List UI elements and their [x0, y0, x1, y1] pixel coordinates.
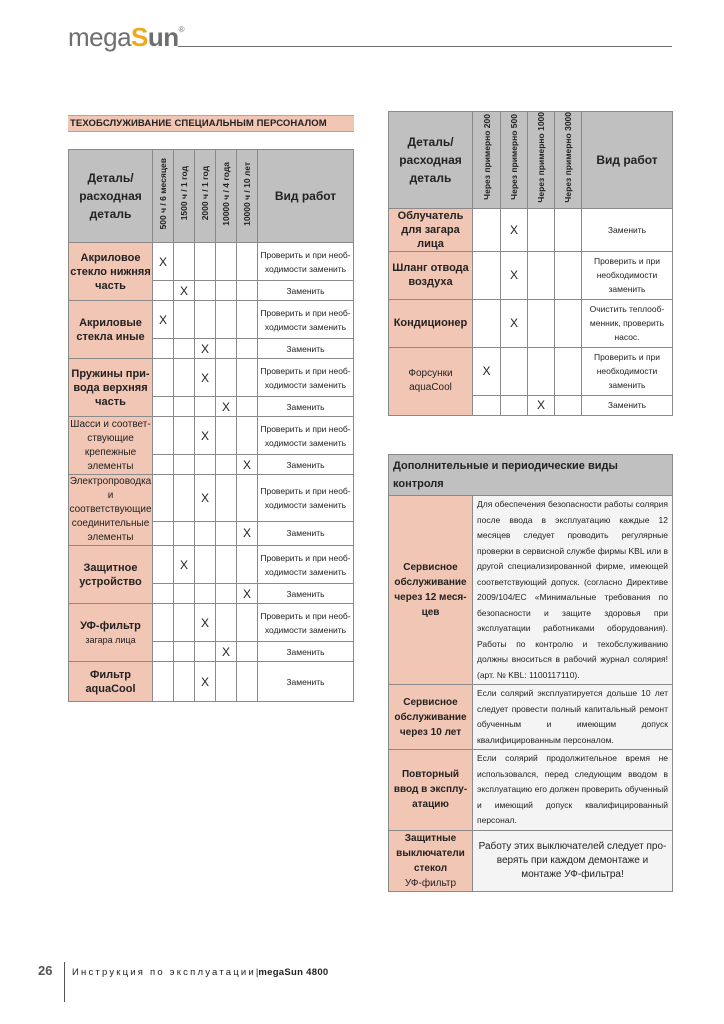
- interval-cell: [473, 395, 501, 415]
- part-name: [69, 662, 153, 702]
- table-row: [389, 251, 673, 299]
- interval-cell: [153, 475, 174, 522]
- interval-cell: [555, 208, 582, 251]
- part-name-text: Пружины привода верхняя часть: [71, 367, 150, 408]
- interval-cell: [153, 662, 174, 702]
- control-table-title: Дополнительные и периодические виды контроля: [389, 455, 673, 496]
- interval-cell: [153, 584, 174, 604]
- interval-cell: [174, 359, 195, 397]
- megasun-logo: megaSun®: [68, 22, 185, 52]
- interval-cell: [195, 397, 216, 417]
- part-name: [69, 604, 153, 662]
- interval-cell: [174, 662, 195, 702]
- interval-cell: [237, 359, 258, 397]
- table-row: [389, 685, 673, 750]
- control-description: Работу этих выключателей следует проверять при каждом демонтаже и монтаже УФ-фильтра!: [473, 830, 673, 891]
- interval-mark: X: [237, 521, 258, 545]
- interval-cell: [216, 662, 237, 702]
- part-subname: загара лица: [85, 634, 136, 645]
- interval-mark: X: [174, 546, 195, 584]
- interval-cell: [555, 395, 582, 415]
- interval-mark: X: [501, 251, 528, 299]
- interval-cell: [174, 604, 195, 642]
- interval-mark: X: [501, 299, 528, 347]
- interval-cell: [237, 475, 258, 522]
- interval-cell: [153, 397, 174, 417]
- interval-cell: [528, 347, 555, 395]
- interval-cell: [174, 417, 195, 455]
- interval-cell: [174, 455, 195, 475]
- interval-cell: [216, 339, 237, 359]
- interval-cell: [153, 604, 174, 642]
- work-description: Проверить и при необходимости заменить: [258, 546, 354, 584]
- interval-mark: X: [237, 584, 258, 604]
- interval-header: 10000 ч / 10 лет: [242, 161, 252, 226]
- interval-cell: [195, 546, 216, 584]
- interval-mark: X: [195, 417, 216, 455]
- interval-cell: [174, 243, 195, 281]
- interval-mark: X: [174, 281, 195, 301]
- interval-cell: [216, 243, 237, 281]
- interval-header: Через примерно 500: [509, 114, 519, 201]
- interval-cell: [174, 521, 195, 545]
- work-description: Проверить и при необходимости заменить: [258, 301, 354, 339]
- interval-cell: [195, 521, 216, 545]
- interval-cell: [174, 475, 195, 522]
- part-name: [69, 546, 153, 604]
- interval-cell: [153, 417, 174, 455]
- part-name-text: Электропроводка и соответствующие соединительные элементы: [69, 476, 152, 543]
- column-header-part: Деталь/ расходная деталь: [69, 150, 153, 243]
- part-name-text: Акриловое стекло нижняя часть: [70, 251, 151, 292]
- control-label: [389, 750, 473, 831]
- part-name: [69, 359, 153, 417]
- work-description: Заменить: [258, 642, 354, 662]
- interval-cell: [237, 397, 258, 417]
- part-name-text: Шланг отвода воздуха: [392, 262, 469, 289]
- header-rule: [178, 46, 672, 47]
- part-name: [389, 251, 473, 299]
- work-description: Заменить: [258, 397, 354, 417]
- table-row: [389, 496, 673, 685]
- work-description: Проверить и при необходимости заменить: [582, 347, 673, 395]
- work-description: Проверить и при необходимости заменить: [258, 359, 354, 397]
- interval-header: 1500 ч / 1 год: [179, 166, 189, 221]
- interval-mark: X: [216, 642, 237, 662]
- maintenance-table-hours: [388, 111, 673, 416]
- table-row: [69, 475, 354, 522]
- interval-cell: [195, 301, 216, 339]
- interval-mark: X: [195, 475, 216, 522]
- work-description: Проверить и при необходимости заменить: [258, 417, 354, 455]
- work-description: Заменить: [582, 395, 673, 415]
- part-name-text: Облучатель для загара лица: [397, 209, 464, 250]
- part-name-text: Акриловые стекла иные: [76, 316, 145, 343]
- part-name-text: УФ-фильтр: [80, 619, 141, 632]
- interval-cell: [528, 299, 555, 347]
- interval-cell: [237, 339, 258, 359]
- interval-cell: [174, 301, 195, 339]
- footer-caption: Инструкция по эксплуатации|megaSun 4800: [72, 967, 329, 978]
- interval-cell: [528, 208, 555, 251]
- interval-cell: [216, 604, 237, 642]
- interval-cell: [473, 299, 501, 347]
- table-row: [389, 750, 673, 831]
- work-description: Очистить теплообменник, проверить насос.: [582, 299, 673, 347]
- interval-cell: [174, 339, 195, 359]
- work-description: Заменить: [582, 208, 673, 251]
- interval-mark: X: [237, 455, 258, 475]
- interval-mark: X: [216, 397, 237, 417]
- control-label-sub: УФ-фильтр: [404, 877, 457, 889]
- table-row: [389, 299, 673, 347]
- part-name-text: Защитное устройство: [79, 561, 142, 588]
- column-header-work: Вид работ: [258, 150, 354, 243]
- table-row: [389, 830, 673, 891]
- interval-cell: [153, 359, 174, 397]
- interval-cell: [216, 546, 237, 584]
- part-name-text: Шасси и соответствующие крепежные элементы: [70, 418, 151, 472]
- work-description: Проверить и при необходимости заменить: [258, 243, 354, 281]
- work-description: Заменить: [258, 662, 354, 702]
- control-description: Если солярий эксплуатируется дольше 10 лет следует провести полный капитальный ремонт обученным и имеющим допуск квалифицированным персоналом.: [473, 685, 673, 750]
- interval-cell: [501, 347, 528, 395]
- interval-header: 500 ч / 6 месяцев: [158, 157, 168, 230]
- interval-cell: [153, 339, 174, 359]
- table-row: [69, 359, 354, 397]
- interval-cell: [237, 301, 258, 339]
- interval-cell: [216, 584, 237, 604]
- work-description: Заменить: [258, 584, 354, 604]
- section-title: ТЕХОБСЛУЖИВАНИЕ СПЕЦИАЛЬНЫМ ПЕРСОНАЛОМ: [68, 115, 354, 132]
- control-table: [388, 454, 673, 892]
- control-label: [389, 830, 473, 891]
- interval-mark: X: [528, 395, 555, 415]
- work-description: Проверить и при необходимости заменить: [258, 475, 354, 522]
- interval-header: 10000 ч / 4 года: [221, 161, 231, 226]
- interval-cell: [237, 604, 258, 642]
- part-name: [69, 475, 153, 546]
- interval-cell: [216, 359, 237, 397]
- interval-cell: [528, 251, 555, 299]
- interval-cell: [216, 301, 237, 339]
- interval-mark: X: [473, 347, 501, 395]
- interval-cell: [473, 251, 501, 299]
- footer-divider: [64, 962, 65, 1002]
- interval-cell: [153, 546, 174, 584]
- table-row: [69, 604, 354, 642]
- interval-header: Через примерно 200: [481, 114, 492, 201]
- part-name: [389, 299, 473, 347]
- part-name: [69, 301, 153, 359]
- maintenance-table-staff: [68, 149, 354, 702]
- interval-cell: [195, 281, 216, 301]
- control-label-text: Сервисное обслуживание через 10 лет: [394, 696, 467, 738]
- interval-cell: [153, 521, 174, 545]
- interval-cell: [174, 397, 195, 417]
- table-row: [389, 208, 673, 251]
- work-description: Заменить: [258, 339, 354, 359]
- interval-cell: [555, 251, 582, 299]
- interval-cell: [216, 521, 237, 545]
- interval-cell: [174, 584, 195, 604]
- interval-cell: [195, 584, 216, 604]
- work-description: Заменить: [258, 455, 354, 475]
- interval-header: Через примерно 1000: [536, 112, 546, 203]
- table-row: [69, 662, 354, 702]
- interval-header: Через примерно 3000: [563, 112, 573, 203]
- interval-cell: [216, 455, 237, 475]
- part-name-text: Кондиционер: [393, 317, 468, 330]
- work-description: Заменить: [258, 281, 354, 301]
- control-label-text: Сервисное обслуживание через 12 месяцев: [394, 562, 467, 618]
- interval-mark: X: [195, 359, 216, 397]
- column-header-part: Деталь/ расходная деталь: [389, 112, 473, 209]
- interval-cell: [216, 417, 237, 455]
- work-description: Проверить и при необходимости заменить: [582, 251, 673, 299]
- interval-mark: X: [195, 339, 216, 359]
- part-name: [389, 347, 473, 415]
- control-label: [389, 685, 473, 750]
- part-name-text: Фильтр aquaCool: [85, 668, 136, 695]
- interval-cell: [237, 281, 258, 301]
- interval-mark: X: [195, 604, 216, 642]
- work-description: Заменить: [258, 521, 354, 545]
- interval-cell: [237, 662, 258, 702]
- interval-cell: [237, 243, 258, 281]
- interval-cell: [195, 642, 216, 662]
- page-number: 26: [38, 963, 53, 978]
- interval-cell: [195, 243, 216, 281]
- table-row: [69, 546, 354, 584]
- interval-cell: [153, 281, 174, 301]
- interval-mark: X: [501, 208, 528, 251]
- interval-cell: [237, 642, 258, 662]
- control-description: Если солярий продолжительное время не использовался, перед следующим вводом в эксплуатацию его должен проверить обученный и имеющий допуск квалифицированный персонал.: [473, 750, 673, 831]
- control-label: [389, 496, 473, 685]
- work-description: Проверить и при необходимости заменить: [258, 604, 354, 642]
- interval-cell: [216, 281, 237, 301]
- part-name-text: Форсунки aquaCool: [408, 368, 453, 394]
- table-row: [69, 301, 354, 339]
- interval-cell: [501, 395, 528, 415]
- interval-mark: X: [153, 243, 174, 281]
- part-name: [69, 417, 153, 475]
- interval-cell: [195, 455, 216, 475]
- part-name: [389, 208, 473, 251]
- control-label-text: Защитные выключатели стекол: [396, 832, 465, 874]
- table-row: [69, 417, 354, 455]
- interval-mark: X: [153, 301, 174, 339]
- part-name: [69, 243, 153, 301]
- interval-header: 2000 ч / 1 год: [200, 166, 210, 221]
- interval-cell: [237, 546, 258, 584]
- table-row: [389, 347, 673, 395]
- interval-cell: [237, 417, 258, 455]
- interval-cell: [153, 455, 174, 475]
- interval-cell: [473, 208, 501, 251]
- interval-cell: [555, 347, 582, 395]
- interval-cell: [555, 299, 582, 347]
- interval-mark: X: [195, 662, 216, 702]
- interval-cell: [216, 475, 237, 522]
- control-description: Для обеспечения безопасности работы солярия после ввода в эксплуатацию каждые 12 месяцев следует проводить регулярные проверки в сервисной службе фирмы KBL или в другой специализированной фирме, имеющей соответствующий допуск. (согласно Директиве 2009/104/ЕС «Минимальные требования по безопасности и защите здоровья при эксплуатации работниками оборудования). Работы по контролю и техобслуживанию должны вноситься в рабочий журнал солярия! (арт. № KBL: 1100117110).: [473, 496, 673, 685]
- column-header-work: Вид работ: [582, 112, 673, 209]
- control-label-text: Повторный ввод в эксплуатацию: [393, 769, 468, 811]
- interval-cell: [153, 642, 174, 662]
- interval-cell: [174, 642, 195, 662]
- table-row: [69, 243, 354, 281]
